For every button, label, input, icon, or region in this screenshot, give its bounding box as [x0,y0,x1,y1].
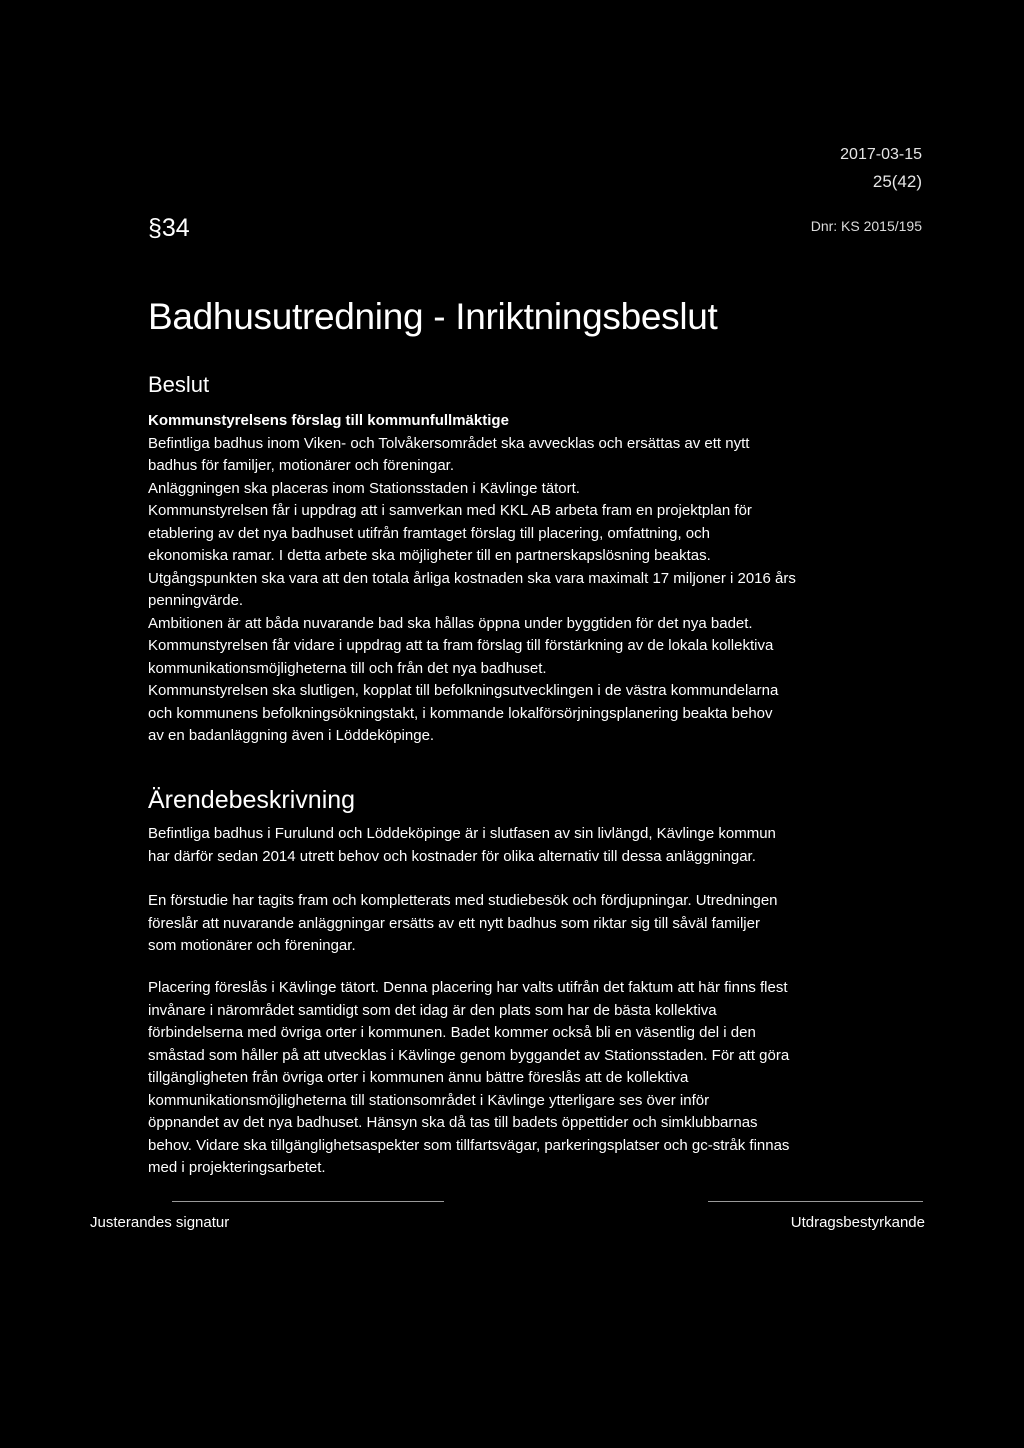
beslut-line: Anläggningen ska placeras inom Stationsstaden i Kävlinge tätort. [148,479,580,497]
page-number: 25(42) [872,172,922,191]
beslut-line: av en badanläggning även i Löddeköpinge. [148,727,435,744]
arende-paragraph-1 [148,823,888,868]
section-heading-beslut: Beslut [148,372,210,397]
diary-number: Dnr: KS 2015/195 [810,218,922,234]
arende-line: invånare i närområdet samtidigt som det idag är den plats som har de bästa kollektiva [148,1001,717,1019]
beslut-line: Ambitionen är att båda nuvarande bad ska hållas öppna under byggtiden för det nya badet. [148,614,753,632]
beslut-subheading: Kommunstyrelsens förslag till kommunfullmäktige [148,412,509,429]
arende-line: Placering föreslås i Kävlinge tätort. Denna placering har valts utifrån det faktum att här finns flest [148,979,788,996]
beslut-line: Kommunstyrelsen får vidare i uppdrag att ta fram förslag till förstärkning av de lokala kollektiva [148,637,774,654]
arende-line: med i projekteringsarbetet. [148,1159,326,1176]
signature-line-left [172,1201,444,1202]
arende-line: föreslår att nuvarande anläggningar ersätts av ett nytt badhus som riktar sig till såväl familjer [148,914,760,932]
beslut-line: Befintliga badhus inom Viken- och Tolvåkersområdet ska avvecklas och ersättas av ett nytt [148,434,750,452]
beslut-line: badhus för familjer, motionärer och föreningar. [148,457,454,474]
beslut-section-body [148,410,888,748]
arende-line: tillgängligheten från övriga orter i kommunen ännu bättre föreslås att de kollektiva [148,1069,689,1086]
arende-paragraph-3 [148,977,888,1180]
arende-line: förbindelserna med övriga orter i kommunen. Badet kommer också bli en väsentlig del i den [148,1024,756,1041]
document-title: Badhusutredning - Inriktningsbeslut [148,296,718,337]
beslut-line: Kommunstyrelsen får i uppdrag att i samverkan med KKL AB arbeta fram en projektplan för [148,502,752,519]
arende-line: som motionärer och föreningar. [148,937,356,954]
beslut-line: och kommunens befolkningsökningstakt, i kommande lokalförsörjningsplanering beakta behov [148,704,773,722]
signature-label-justerandes: Justerandes signatur [90,1214,230,1231]
arende-paragraph-2 [148,890,888,958]
arende-line: kommunikationsmöjligheterna till stationsområdet i Kävlinge ytterligare ses över inför [148,1091,710,1109]
beslut-line: kommunikationsmöjligheterna till och från det nya badhuset. [148,659,547,677]
signature-line-right [708,1201,923,1202]
arende-line: öppnandet av det nya badhuset. Hänsyn ska då tas till badets öppettider och simklubbarnas [148,1114,758,1131]
paragraph-number: §34 [148,214,190,242]
signature-label-utdragsbestyrkande: Utdragsbestyrkande [790,1214,925,1231]
beslut-line: ekonomiska ramar. I detta arbete ska möjligheter till en partnerskapslösning beaktas. [148,547,711,564]
beslut-line: Utgångspunkten ska vara att den totala årliga kostnaden ska vara maximalt 17 miljoner i 2016 års [148,569,796,587]
arende-line: har därför sedan 2014 utrett behov och kostnader för olika alternativ till dessa anläggningar. [148,847,756,865]
section-heading-arendebeskrivning: Ärendebeskrivning [148,786,356,814]
beslut-line: Kommunstyrelsen ska slutligen, kopplat till befolkningsutvecklingen i de västra kommundelarna [148,682,779,699]
beslut-line: penningvärde. [148,592,244,609]
arende-line: Befintliga badhus i Furulund och Löddeköpinge är i slutfasen av sin livlängd, Kävlinge kommun [148,825,776,842]
arende-line: behov. Vidare ska tillgänglighetsaspekter som tillfartsvägar, parkeringsplatser och gc-stråk finnas [148,1136,790,1154]
document-date: 2017-03-15 [840,146,922,163]
arende-line: småstad som håller på att utvecklas i Kävlinge genom byggandet av Stationsstaden. För att göra [148,1046,790,1064]
beslut-line: etablering av det nya badhuset utifrån framtaget förslag till placering, omfattning, och [148,524,710,542]
arende-line: En förstudie har tagits fram och kompletterats med studiebesök och fördjupningar. Utredningen [148,892,778,909]
